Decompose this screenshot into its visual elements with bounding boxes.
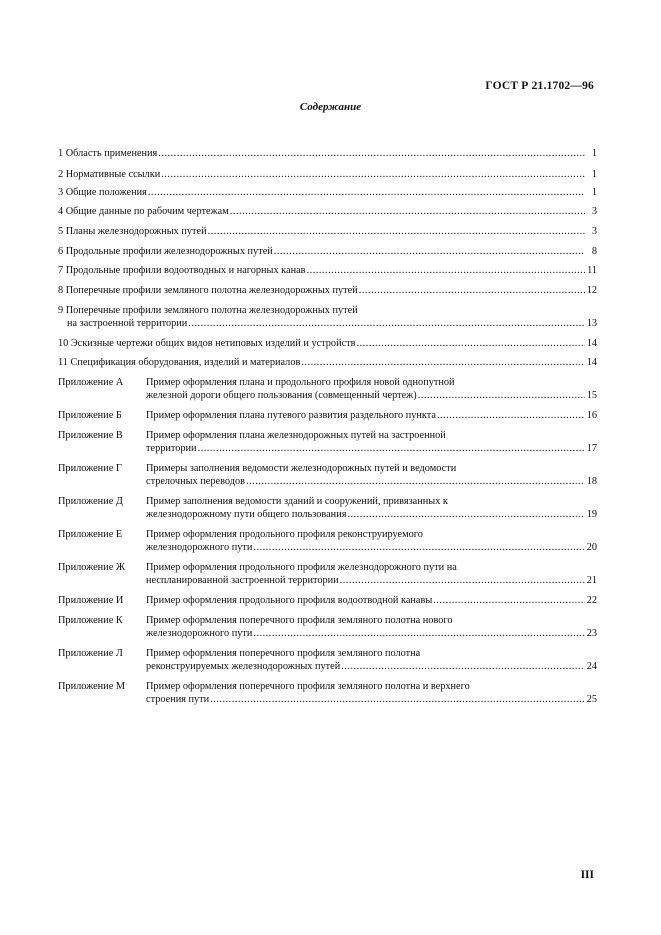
page-ref: 15 xyxy=(586,390,597,401)
page-ref: 17 xyxy=(586,443,597,454)
page-ref: 20 xyxy=(586,542,597,553)
dot-leader xyxy=(161,168,585,181)
toc-appendix-m[interactable]: Приложение М Пример оформления поперечного профиля земляного полотна и верхнего строения пути ..... 25 xyxy=(58,680,597,706)
dot-leader xyxy=(158,147,585,160)
dot-leader xyxy=(418,389,585,402)
toc-entry-8[interactable]: 8 Поперечные профили земляного полотна железнодорожных путей ..... 12 xyxy=(58,284,597,297)
dot-leader xyxy=(274,245,585,258)
page-ref: 18 xyxy=(586,476,597,487)
dot-leader xyxy=(253,627,584,640)
page-ref: 12 xyxy=(586,285,597,296)
toc-entry-2[interactable]: 2 Нормативные ссылки ..... 1 xyxy=(58,168,597,181)
toc-entry-11[interactable]: 11 Спецификация оборудования, изделий и материалов ..... 14 xyxy=(58,356,597,369)
toc-appendix-e[interactable]: Приложение Е Пример оформления продольного профиля реконструируемого железнодорожного пути ..... 20 xyxy=(58,528,597,554)
page-title: Содержание xyxy=(299,101,362,113)
dot-leader xyxy=(437,409,585,422)
dot-leader xyxy=(208,225,585,238)
toc-entry-5[interactable]: 5 Планы железнодорожных путей ..... 3 xyxy=(58,225,597,238)
toc-appendix-b[interactable]: Приложение Б Пример оформления плана путевого развития раздельного пункта ..... 16 xyxy=(58,409,597,422)
toc-entry-4[interactable]: 4 Общие данные по рабочим чертежам ..... 3 xyxy=(58,205,597,218)
dot-leader xyxy=(188,317,584,330)
page-ref: 13 xyxy=(586,318,597,329)
page-ref: 24 xyxy=(586,661,597,672)
page-ref: 19 xyxy=(586,509,597,520)
dot-leader xyxy=(357,337,585,350)
page-ref: 25 xyxy=(586,694,597,705)
toc-entry-6[interactable]: 6 Продольные профили железнодорожных путей ..... 8 xyxy=(58,245,597,258)
page-ref: 14 xyxy=(586,338,597,349)
page-ref: 21 xyxy=(586,575,597,586)
dot-leader xyxy=(347,508,584,521)
page-ref: 22 xyxy=(586,595,597,606)
dot-leader xyxy=(210,693,585,706)
page-ref: 16 xyxy=(586,410,597,421)
toc-entry-3[interactable]: 3 Общие положения ..... 1 xyxy=(58,186,597,199)
page-ref: 1 xyxy=(591,187,597,198)
page-ref: 14 xyxy=(586,357,597,368)
toc-appendix-v[interactable]: Приложение В Пример оформления плана железнодорожных путей на застроенной территории ..... 17 xyxy=(58,429,597,455)
dot-leader xyxy=(341,660,584,673)
dot-leader xyxy=(198,442,585,455)
toc-entry-10[interactable]: 10 Эскизные чертежи общих видов нетиповых изделий и устройств ..... 14 xyxy=(58,337,597,350)
toc-appendix-g[interactable]: Приложение Г Примеры заполнения ведомости железнодорожных путей и ведомости стрелочных переводов ..... 18 xyxy=(58,462,597,488)
dot-leader xyxy=(253,541,584,554)
dot-leader xyxy=(301,356,584,369)
page-ref: 23 xyxy=(586,628,597,639)
dot-leader xyxy=(359,284,585,297)
toc-appendix-zh[interactable]: Приложение Ж Пример оформления продольного профиля железнодорожного пути на неспланированной застроенной территории ..... 21 xyxy=(58,561,597,587)
toc-entry-7[interactable]: 7 Продольные профили водоотводных и нагорных канав ..... 11 xyxy=(58,264,597,277)
page-number: III xyxy=(580,869,594,881)
toc-entry-1[interactable]: 1 Область применения ..... 1 xyxy=(58,147,597,160)
toc-appendix-k[interactable]: Приложение К Пример оформления поперечного профиля земляного полотна нового железнодорожного пути ..... 23 xyxy=(58,614,597,640)
dot-leader xyxy=(148,186,585,199)
toc-appendix-i[interactable]: Приложение И Пример оформления продольного профиля водоотводной канавы ..... 22 xyxy=(58,594,597,607)
toc-appendix-l[interactable]: Приложение Л Пример оформления поперечного профиля земляного полотна реконструируемых железнодорожных путей ..... 24 xyxy=(58,647,597,673)
page-ref: 1 xyxy=(591,148,597,159)
page-ref: 3 xyxy=(591,206,597,217)
page-ref: 1 xyxy=(591,169,597,180)
page-ref: 8 xyxy=(591,246,597,257)
toc-entry-9[interactable]: 9 Поперечные профили земляного полотна железнодорожных путей на застроенной территории ..... 13 xyxy=(58,304,597,330)
dot-leader xyxy=(307,264,585,277)
dot-leader xyxy=(340,574,585,587)
dot-leader xyxy=(230,205,585,218)
page-ref: 11 xyxy=(587,265,597,276)
page-header: ГОСТ Р 21.1702—96 xyxy=(485,80,594,92)
dot-leader xyxy=(433,594,584,607)
toc-appendix-a[interactable]: Приложение А Пример оформления плана и продольного профиля новой однопутной железной дороги общего пользования (совмещенный чертеж) ..... 15 xyxy=(58,376,597,402)
dot-leader xyxy=(246,475,585,488)
toc-appendix-d[interactable]: Приложение Д Пример заполнения ведомости зданий и сооружений, привязанных к железнодорожному пути общего пользования ..... 19 xyxy=(58,495,597,521)
page-ref: 3 xyxy=(591,226,597,237)
